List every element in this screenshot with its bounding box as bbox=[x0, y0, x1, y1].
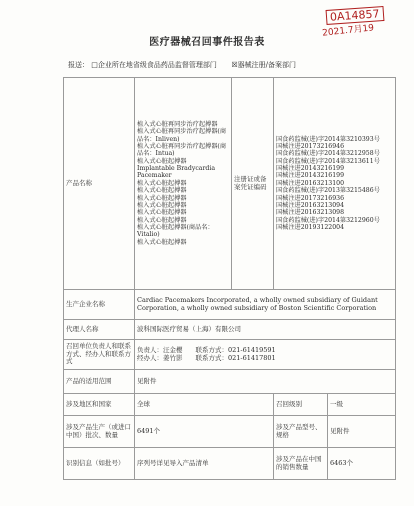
submit-label: 报送： bbox=[68, 61, 89, 69]
registration-code-label: 注册证或备案凭证编码 bbox=[232, 78, 274, 290]
registration-code-item: 国食药监械(进)字2013第3215486号 bbox=[276, 187, 380, 195]
region-label: 涉及地区和国家 bbox=[64, 394, 135, 416]
submit-option-provincial: □企业所在地省级食品药品监督管理部门 bbox=[91, 61, 217, 69]
quantity-label: 涉及产品生产（或进口中国）批次、数量 bbox=[64, 416, 135, 448]
product-name-item: 植入式心脏再同步治疗起搏器(商品名：Inliven) bbox=[137, 128, 227, 143]
manufacturer-label: 生产企业名称 bbox=[64, 290, 135, 320]
product-name-item: 植入式心脏起搏器 bbox=[137, 157, 187, 165]
scope-label: 产品的适用范围 bbox=[64, 370, 135, 394]
product-name-item: 植入式心脏起搏器 bbox=[137, 179, 187, 187]
registration-code-item: 国食药监械(进)字2014第3212958号 bbox=[276, 150, 380, 158]
contact-value bbox=[135, 340, 396, 370]
registration-code-item: 国械注进20163213098 bbox=[276, 209, 345, 217]
registration-code-item: 国食药监械(进)字2014第3210393号 bbox=[276, 135, 380, 143]
registration-code-item: 国食药监械(进)字2014第3213611号 bbox=[276, 157, 380, 165]
product-name-list bbox=[135, 78, 232, 290]
registration-code-item: 国械注进20143216199 bbox=[276, 165, 345, 173]
recall-level-value: 一级 bbox=[328, 394, 396, 416]
region-value: 全球 bbox=[135, 394, 274, 416]
registration-code-item: 国食药监械(进)字2014第3212960号 bbox=[276, 216, 380, 224]
page-title: 医疗器械召回事件报告表 bbox=[149, 37, 265, 48]
agent-value: 波科国际医疗贸易（上海）有限公司 bbox=[135, 320, 396, 340]
registration-code-item: 国械注进20193122004 bbox=[276, 223, 345, 231]
agent-label: 代理人名称 bbox=[64, 320, 135, 340]
recall-level-label: 召回级别 bbox=[274, 394, 328, 416]
contact-label: 召回单位负责人和联系方式、经办人和联系方式 bbox=[64, 340, 135, 370]
product-name-item: 植入式心脏起搏器 bbox=[137, 238, 187, 246]
product-name-item: 植入式心脏起搏器 bbox=[137, 209, 187, 217]
contact-handler: 经办人：姜竹影 联系方式：021-61417801 bbox=[137, 353, 276, 362]
product-name-item: 植入式心脏起搏器 bbox=[137, 187, 187, 195]
registration-code-item: 国械注进20163213094 bbox=[276, 201, 345, 209]
models-value: 见附件 bbox=[328, 416, 396, 448]
registration-code-item: 国械注进20173216946 bbox=[276, 143, 345, 151]
submit-option-registration: ☒器械注册/备案部门 bbox=[231, 61, 296, 69]
recall-report-table bbox=[63, 77, 396, 480]
manufacturer-value: Cardiac Pacemakers Incorporated, a wholly owned subsidiary of Guidant Corporation, a wholly owned subsidiary of Boston Scientific Corporation bbox=[135, 290, 396, 320]
product-name-item: 植入式心脏再同步治疗起搏器(商品名：Intua) bbox=[137, 143, 227, 158]
scope-value: 见附件 bbox=[135, 370, 396, 394]
product-name-item: 植入式心脏起搏器 bbox=[137, 201, 187, 209]
models-label: 涉及产品型号、规格 bbox=[274, 416, 328, 448]
stamp-number: 0A14857 bbox=[326, 6, 384, 25]
domestic-sales-label: 涉及产品在中国的销售数量 bbox=[274, 448, 328, 480]
registration-code-item: 国械注进20173216936 bbox=[276, 194, 345, 202]
stamp-date: 2021.7月19 bbox=[321, 23, 375, 39]
quantity-value: 6491个 bbox=[135, 416, 274, 448]
registration-code-item: 国械注进20163213100 bbox=[276, 179, 345, 187]
submit-to-line bbox=[68, 60, 296, 70]
registration-code-item: 国械注进20143216199 bbox=[276, 172, 345, 180]
product-name-label: 产品名称 bbox=[64, 78, 135, 290]
domestic-sales-value: 6463个 bbox=[328, 448, 396, 480]
product-name-item: Implantable Bradycardia Pacemaker bbox=[137, 165, 216, 180]
product-name-item: 植入式心脏起搏器 bbox=[137, 194, 187, 202]
registration-code-list bbox=[274, 78, 396, 290]
product-name-item: 植入式心脏起搏器(商品名：Vitalio) bbox=[137, 223, 214, 239]
contact-responsible: 负责人：汪金樱 联系方式：021-61419591 bbox=[137, 345, 276, 354]
product-name-item: 植入式心脏起搏器 bbox=[137, 216, 187, 224]
identification-label: 识别信息（如批号） bbox=[64, 448, 135, 480]
identification-value: 序列号详见导入产品清单 bbox=[135, 448, 274, 480]
product-name-item: 植入式心脏再同步治疗起搏器 bbox=[137, 121, 218, 129]
